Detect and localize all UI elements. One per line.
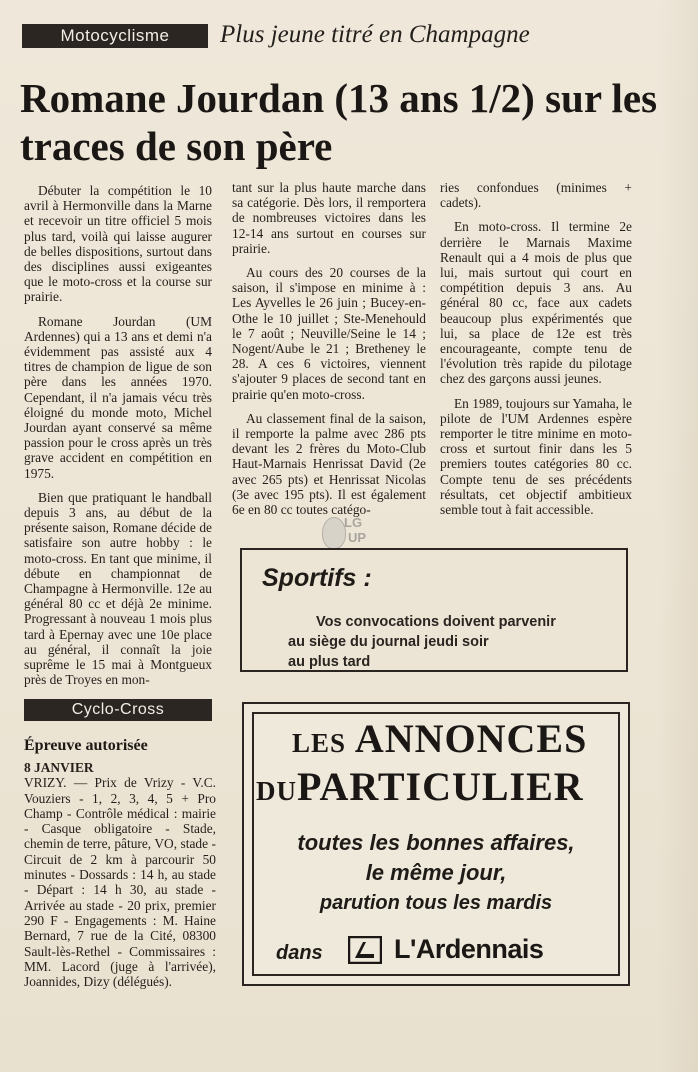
newspaper-name: L'Ardennais	[394, 934, 544, 964]
notice-line: au siège du journal jeudi soir	[288, 634, 489, 650]
ad-dans: dans	[276, 942, 323, 964]
notice-line: Vos convocations doivent parvenir	[316, 614, 556, 630]
paragraph: Romane Jourdan (UM Ardennes) qui a 13 ans et demi n'a évidemment pas assisté aux 4 titres de champion de ligue de son père dans les années 1970. Cependant, il n'a jamais vécu très éloigné du monde moto, Michel Jourdan ayant conservé sa même passion pour le cross après un très grave accident en compétition en 1975.	[24, 313, 212, 481]
stamp-text-1: LG	[344, 515, 363, 530]
paragraph: ries confondues (minimes + cadets).	[440, 180, 632, 211]
notice-message	[288, 612, 628, 672]
ad-word: LES	[292, 728, 347, 758]
ad-word: ANNONCES	[354, 716, 588, 761]
slogan-line: le même jour,	[365, 860, 507, 885]
notice-line: au plus tard	[288, 654, 371, 670]
paragraph: Débuter la compétition le 10 avril à Hermonville dans la Marne et recevoir un titre officiel 5 mois plus tard, voilà qui laisse augurer de belles dispositions, surtout dans des disciplines aussi exigeantes que le moto-cross et la course sur prairie.	[24, 183, 212, 305]
ardennais-logo-icon	[348, 936, 382, 964]
paragraph: Au classement final de la saison, il remporte la palme avec 286 pts devant les 2 frères du Moto-Club Haut-Marnais Henrissat David (2e avec 265 pts) et Henrissat Nicolas (3e avec 195 pts). Il est également 6e en 80 cc toutes catégo-	[232, 410, 426, 518]
article-column-2	[232, 180, 426, 526]
ad-word: PARTICULIER	[297, 764, 584, 809]
paragraph: Bien que pratiquant le handball depuis 3 ans, au début de la présente saison, Romane décide de satisfaire son autre hobby : le moto-cross. En tant que minime, il débute en championnat de Champagne à Hermonville. 12e au général 80 cc et déjà 2e minime. Progressant à nouveau 1 mois plus tard à Epernay avec une 10e place au général, il connaît la joie suprême le 15 mai à Montgueux près de Troyes en mon-	[24, 489, 212, 688]
slogan-line: parution tous les mardis	[319, 892, 553, 914]
ad-slogan	[244, 828, 628, 918]
slogan-line: toutes les bonnes affaires,	[297, 830, 575, 855]
portrait-icon	[322, 517, 346, 549]
paragraph: Au cours des 20 courses de la saison, il s'impose en minime à : Les Ayvelles le 26 juin ; Bucey-en-Othe le 10 juillet ; Ste-Menehould le 7 août ; Neuville/Seine le 14 ; Nogent/Aube le 21 ; Bretheney le 28. A ces 6 victoires, viennent s'ajouter 9 places de second tant en prairie qu'en moto-cross.	[232, 265, 426, 402]
ad-title-line-1	[292, 718, 602, 764]
ad-title-line-2	[256, 766, 616, 812]
stamp-text-2: UP	[348, 530, 367, 545]
event-details: VRIZY. — Prix de Vrizy - V.C. Vouziers - 1, 2, 3, 4, 5 + Pro Champ - Contrôle médical : mairie - Casque obligatoire - Stade, chemin de terre, pâture, VO, stade - Circuit de 2 km à parcourir 50 minutes - Dossards : 14 h, au stade - Départ : 14 h 30, au stade - Arrivée au stade - 20 prix, premier 290 F - Engagements : M. Haine Bernard, 7 rue de la Cité, 08300 Sault-lès-Rethel - Commissaires : MM. Lacord (juge à l'arrivée), Joannides, Dizy (délégués).	[24, 775, 216, 990]
cyclocross-section-label: Cyclo-Cross	[24, 699, 212, 721]
paragraph: En moto-cross. Il termine 2e derrière le Marnais Maxime Renault qui a 4 mois de plus que lui, mais surtout qui court en compétition depuis 3 ans. Au général 80 cc, face aux cadets beaucoup plus expérimentés que lui, sa place de 12e est très encourageante, compte tenu de l'évolution très rapide du pilotage chez des garçons aussi jeunes.	[440, 219, 632, 387]
paragraph: tant sur la plus haute marche dans sa catégorie. Dès lors, il remportera de nombreuses victoires dans les 12-14 ans surtout en courses sur prairie.	[232, 180, 426, 256]
article-column-1	[24, 183, 212, 697]
headline: Romane Jourdan (13 ans 1/2) sur les traces de son père	[20, 75, 658, 169]
classified-ad	[242, 702, 630, 986]
notice-title: Sportifs :	[262, 564, 372, 592]
kicker: Plus jeune titré en Champagne	[220, 21, 530, 48]
cyclocross-heading: Épreuve autorisée	[24, 737, 148, 754]
section-label: Motocyclisme	[22, 24, 208, 48]
event-date: 8 JANVIER	[24, 760, 94, 775]
cyclocross-body	[24, 760, 216, 989]
paper-fold-shadow	[658, 0, 698, 1072]
article-column-3	[440, 180, 632, 526]
ad-word: DU	[256, 776, 297, 806]
sportifs-notice	[240, 548, 628, 672]
paragraph: En 1989, toujours sur Yamaha, le pilote de l'UM Ardennes espère remporter le titre minime en moto-cross et surtout finir dans les 5 premiers toutes catégories 80 cc. Compte tenu de ses précédents résultats, cet objectif ambitieux semble tout à fait accessible.	[440, 395, 632, 518]
